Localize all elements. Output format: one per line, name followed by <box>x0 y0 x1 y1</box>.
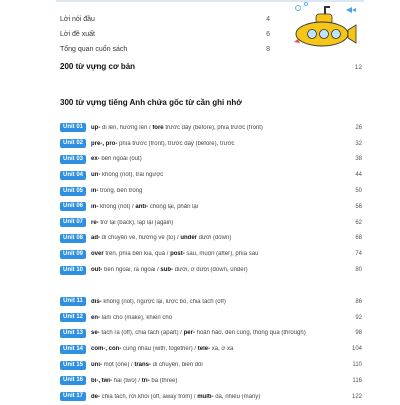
page-number: 68 <box>355 235 362 242</box>
page-number: 12 <box>354 64 362 71</box>
table-row[interactable] <box>60 262 362 278</box>
table-row[interactable] <box>60 373 362 389</box>
front-matter-list <box>60 12 270 57</box>
table-row[interactable] <box>60 231 362 247</box>
page-number: 98 <box>355 330 362 337</box>
unit-description: ex- bên ngoài (out) <box>91 156 142 163</box>
units-list-2 <box>60 294 362 405</box>
unit-badge: Unit 15 <box>60 361 86 370</box>
table-row[interactable] <box>60 341 362 357</box>
unit-description: re- trở lại (back), lặp lại (again) <box>91 219 174 226</box>
page-number: 80 <box>355 267 362 274</box>
section-title: 200 từ vựng cơ bản <box>60 62 136 71</box>
unit-badge: Unit 14 <box>60 345 86 354</box>
page-number: 86 <box>355 298 362 305</box>
table-row[interactable] <box>60 199 362 215</box>
page-number: 44 <box>355 172 362 179</box>
unit-description: se- tách ra (off), chia tách (apart) / per- hoàn hảo, đến cùng, thông qua (through) <box>91 330 306 337</box>
page-number: 92 <box>355 314 362 321</box>
page-number: 122 <box>351 393 362 400</box>
unit-badge: Unit 11 <box>60 297 86 306</box>
table-row[interactable] <box>60 215 362 231</box>
unit-description: dis- không (not), ngược lại, lược bỏ, chia tách (off) <box>91 298 226 305</box>
unit-description: uni- một (one) / trans- di chuyển, biến đổi <box>91 362 203 369</box>
page-number: 74 <box>355 251 362 258</box>
entry-title: Lời nói đầu <box>60 16 95 23</box>
unit-description: com-, con- cùng nhau (with, together) / tele- xa, ở xa <box>91 346 234 353</box>
unit-description: un- không (not), trái ngược <box>91 172 164 179</box>
section-heading-200[interactable] <box>60 62 362 71</box>
unit-description: bi-, twi- hai (two) / tri- ba (three) <box>91 377 178 384</box>
unit-badge: Unit 09 <box>60 250 86 259</box>
unit-badge: Unit 05 <box>60 187 86 196</box>
unit-badge: Unit 07 <box>60 218 86 227</box>
unit-badge: Unit 08 <box>60 234 86 243</box>
unit-badge: Unit 16 <box>60 376 86 385</box>
unit-badge: Unit 12 <box>60 313 86 322</box>
section-heading-300 <box>60 98 242 107</box>
entry-title: Lời đề xuất <box>60 31 95 38</box>
table-row[interactable] <box>60 357 362 373</box>
unit-badge: Unit 04 <box>60 171 86 180</box>
table-row[interactable] <box>60 246 362 262</box>
unit-badge: Unit 02 <box>60 139 86 148</box>
unit-badge: Unit 13 <box>60 329 86 338</box>
list-item[interactable] <box>60 12 270 27</box>
unit-description: over trên, phía bên kia, quá / post- sau, muộn (after), phía sau <box>91 251 259 258</box>
page-number: 8 <box>266 46 270 53</box>
units-list-1 <box>60 120 362 278</box>
entry-title: Tổng quan cuốn sách <box>60 46 128 53</box>
page-number: 26 <box>355 124 362 131</box>
page-number: 6 <box>266 31 270 38</box>
table-row[interactable] <box>60 183 362 199</box>
page-number: 62 <box>355 219 362 226</box>
page-number: 110 <box>352 362 362 369</box>
table-row[interactable] <box>60 326 362 342</box>
table-row[interactable] <box>60 120 362 136</box>
unit-description: in- không (not) / anti- chống lại, phản lại <box>91 203 199 210</box>
unit-description: ad- di chuyển về, hướng về (to) / under dưới (down) <box>91 235 232 242</box>
table-row[interactable] <box>60 389 362 405</box>
unit-badge: Unit 01 <box>60 123 86 132</box>
page-number: 56 <box>355 203 362 210</box>
table-of-contents <box>56 0 364 400</box>
list-item[interactable] <box>60 42 270 57</box>
unit-description: pre-, pro- phía trước (front), trước đây (before), trước <box>91 140 235 147</box>
unit-description: up- đi lên, hướng lên / fore trước đây (before), phía trước (front) <box>91 124 263 131</box>
submarine-illustration <box>284 0 364 55</box>
unit-badge: Unit 17 <box>60 392 86 401</box>
list-item[interactable] <box>60 27 270 42</box>
unit-description: en- làm cho (make), khiến cho <box>91 314 173 321</box>
unit-description: de- chia tách, rời khỏi (off, away from) / multi- đa, nhiều (many) <box>91 393 261 400</box>
table-row[interactable] <box>60 294 362 310</box>
page-number: 4 <box>266 16 270 23</box>
unit-description: in- trong, bên trong <box>91 188 143 195</box>
table-row[interactable] <box>60 152 362 168</box>
section-title: 300 từ vựng tiếng Anh chứa gốc từ cần ghi nhớ <box>60 98 242 107</box>
page-number: 32 <box>355 140 362 147</box>
table-row[interactable] <box>60 136 362 152</box>
unit-description: out- bên ngoài, ra ngoài / sub- dưới, ở dưới (down, under) <box>91 267 248 274</box>
table-row[interactable] <box>60 310 362 326</box>
unit-badge: Unit 03 <box>60 155 86 164</box>
page-number: 104 <box>351 346 362 353</box>
page-number: 116 <box>352 377 362 384</box>
unit-badge: Unit 10 <box>60 266 86 275</box>
page-number: 38 <box>355 156 362 163</box>
table-row[interactable] <box>60 167 362 183</box>
page-number: 50 <box>355 188 362 195</box>
unit-badge: Unit 06 <box>60 202 86 211</box>
